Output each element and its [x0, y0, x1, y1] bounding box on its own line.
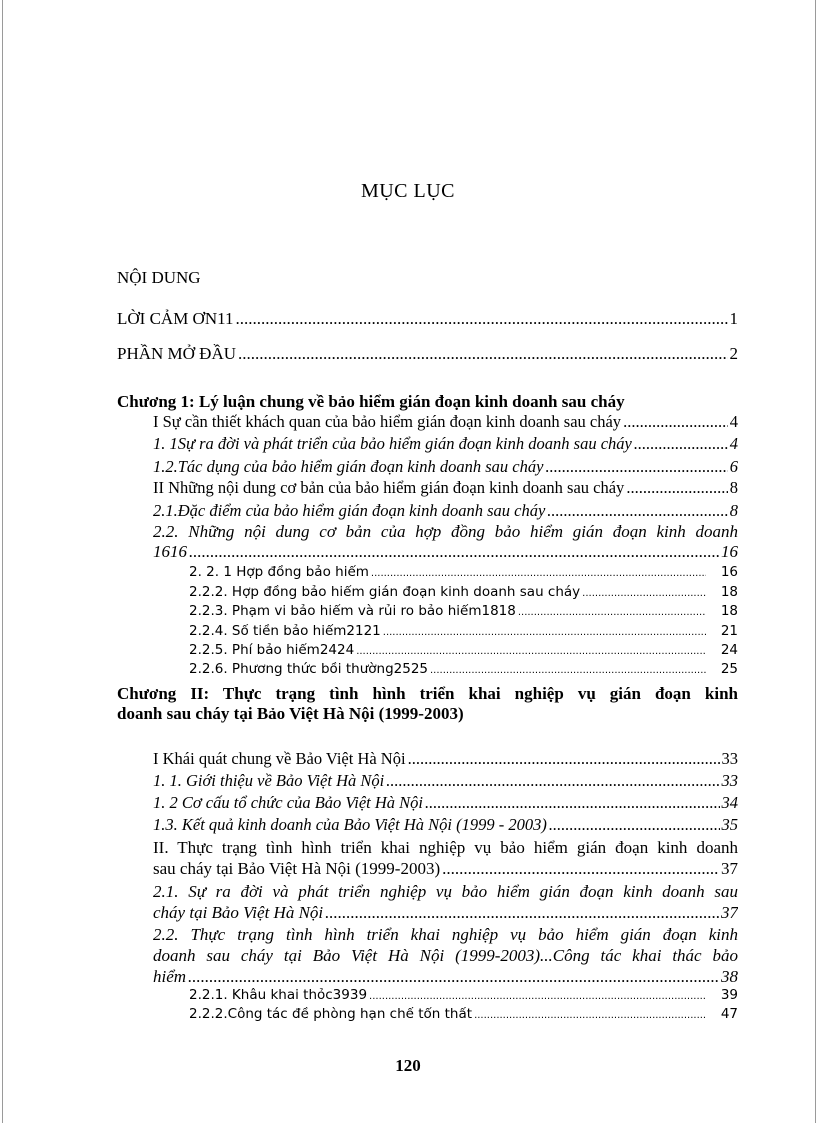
toc-page-number: 34 — [721, 794, 738, 812]
dot-leader — [549, 816, 720, 835]
chapter-1-heading[interactable]: Chương 1: Lý luận chung về bảo hiểm gián đoạn kinh doanh sau cháy — [117, 392, 625, 411]
toc-page-number: 8 — [729, 479, 738, 497]
dot-leader — [235, 309, 727, 329]
toc-entry-text-cont: hiểm — [153, 967, 187, 986]
page-left-edge — [2, 0, 3, 1123]
toc-entry[interactable] — [153, 772, 738, 791]
toc-entry[interactable] — [153, 458, 738, 477]
toc-entry[interactable] — [153, 816, 738, 835]
dot-leader — [189, 542, 719, 562]
toc-entry-text: 2.2.4. Số tiền bảo hiểm2121 — [189, 624, 381, 639]
dot-leader — [623, 413, 728, 432]
dot-leader — [430, 665, 706, 677]
toc-entry-text: 2. 2. 1 Hợp đồng bảo hiểm — [189, 565, 369, 580]
toc-entry-text: 2.2.1. Khâu khai thỏc3939 — [189, 988, 368, 1003]
toc-page-number: 16 — [720, 565, 738, 580]
toc-entry[interactable] — [153, 750, 738, 769]
toc-entry-text-cont: doanh sau cháy tại Bảo Việt Hà Nội (1999-2003)...Công tác khai thác bảo — [153, 946, 738, 965]
dot-leader — [356, 646, 706, 658]
toc-entry-text: PHẦN MỞ ĐẦU — [117, 344, 237, 363]
toc-sub-entry[interactable] — [189, 662, 738, 678]
toc-page-number: 35 — [721, 816, 738, 834]
toc-page-number: 8 — [729, 502, 738, 520]
toc-page-number: 1 — [729, 309, 738, 328]
toc-page-number: 33 — [721, 772, 738, 790]
toc-entry-text: 2.2.2.Công tác đề phòng hạn chế tổn thất — [189, 1007, 473, 1022]
dot-leader — [474, 1010, 706, 1022]
toc-entry[interactable] — [153, 435, 738, 454]
toc-entry-text: LỜI CẢM ƠN11 — [117, 309, 234, 328]
dot-leader — [325, 902, 719, 923]
toc-page-number: 37 — [721, 903, 738, 922]
toc-entry-text-cont: 1616 — [153, 542, 187, 561]
toc-entry[interactable] — [153, 479, 738, 498]
toc-entry-wrapped[interactable] — [153, 881, 738, 923]
toc-page-number: 6 — [729, 458, 738, 476]
toc-page-number: 2 — [729, 344, 738, 363]
dot-leader — [582, 588, 706, 600]
toc-entry-text: 2.1.Đặc điểm của bảo hiểm gián đoạn kinh doanh sau cháy — [153, 502, 546, 520]
toc-entry-text: 2.2.5. Phí bảo hiểm2424 — [189, 643, 355, 658]
chapter-2-heading-line1: Chương II: Thực trạng tình hình triển khai nghiệp vụ gián đoạn kinh — [117, 684, 738, 703]
toc-entry-text: 1. 1. Giới thiệu về Bảo Việt Hà Nội — [153, 772, 385, 790]
dot-leader — [547, 502, 727, 521]
toc-entry-text-cont: sau cháy tại Bảo Việt Hà Nội (1999-2003) — [153, 859, 441, 878]
toc-entry[interactable] — [153, 413, 738, 432]
toc-entry-text: 1. 2 Cơ cấu tổ chức của Bảo Việt Hà Nội — [153, 794, 423, 812]
toc-page-number: 25 — [720, 662, 738, 677]
toc-page-number: 38 — [721, 967, 738, 986]
toc-entry-text-cont: cháy tại Bảo Việt Hà Nội — [153, 903, 324, 922]
toc-page-number: 33 — [721, 750, 738, 768]
chapter-2-heading[interactable] — [117, 684, 738, 724]
chapter-2-heading-line2: doanh sau cháy tại Bảo Việt Hà Nội (1999-2003) — [117, 704, 464, 723]
dot-leader — [369, 991, 706, 1003]
toc-entry-text: 1. 1Sự ra đời và phát triển của bảo hiểm gián đoạn kinh doanh sau cháy — [153, 435, 632, 453]
toc-entry-text: 2.2.3. Phạm vi bảo hiểm và rủi ro bảo hiểm1818 — [189, 604, 516, 619]
dot-leader — [371, 568, 706, 580]
toc-page-number: 16 — [721, 542, 738, 561]
toc-page-number: 18 — [720, 604, 738, 619]
toc-sub-entry[interactable] — [189, 585, 738, 601]
dot-leader — [626, 479, 727, 498]
toc-page-number: 24 — [720, 643, 738, 658]
toc-sub-entry[interactable] — [189, 988, 738, 1004]
toc-entry-text: 2.2.6. Phương thức bồi thường2525 — [189, 662, 428, 677]
toc-entry-wrapped[interactable] — [153, 522, 738, 562]
dot-leader — [188, 966, 719, 987]
toc-entry-text: 1.3. Kết quả kinh doanh của Bảo Việt Hà Nội (1999 - 2003) — [153, 816, 547, 834]
page-number: 120 — [395, 1056, 421, 1075]
toc-page-number: 4 — [729, 413, 738, 431]
toc-entry-text: 1.2.Tác dụng của bảo hiểm gián đoạn kinh doanh sau cháy — [153, 458, 544, 476]
toc-page-number: 39 — [720, 988, 738, 1003]
toc-entry-text: 2.2. Thực trạng tình hình triển khai nghiệp vụ bảo hiểm gián đoạn kinh — [153, 925, 738, 944]
toc-entry-text: II. Thực trạng tình hình triển khai nghiệp vụ bảo hiểm gián đoạn kinh doanh — [153, 838, 738, 857]
dot-leader — [442, 858, 719, 879]
toc-entry[interactable] — [153, 794, 738, 813]
page-title: MỤC LỤC — [360, 180, 456, 202]
dot-leader — [408, 750, 720, 769]
toc-page-number: 18 — [720, 585, 738, 600]
toc-sub-entry[interactable] — [189, 643, 738, 659]
toc-entry-wrapped[interactable] — [153, 837, 738, 879]
content-label: NỘI DUNG — [117, 268, 201, 287]
dot-leader — [634, 435, 728, 454]
toc-sub-entry[interactable] — [189, 565, 738, 581]
dot-leader — [425, 794, 720, 813]
toc-page-number: 4 — [729, 435, 738, 453]
toc-page-number: 47 — [720, 1007, 738, 1022]
toc-entry-text: 2.2. Những nội dung cơ bản của hợp đồng bảo hiểm gián đoạn kinh doanh — [153, 522, 738, 541]
toc-sub-entry[interactable] — [189, 1007, 738, 1023]
toc-page-number: 21 — [720, 624, 738, 639]
toc-sub-entry[interactable] — [189, 624, 738, 640]
toc-entry-text: 2.1. Sự ra đời và phát triển nghiệp vụ bảo hiểm gián đoạn kinh doanh sau — [153, 882, 738, 901]
toc-entry-phan-mo-dau[interactable] — [117, 344, 738, 364]
dot-leader — [238, 344, 727, 364]
dot-leader — [383, 627, 706, 639]
dot-leader — [386, 772, 719, 791]
toc-entry-text: I Khái quát chung về Bảo Việt Hà Nội — [153, 750, 406, 768]
toc-entry-wrapped[interactable] — [153, 924, 738, 987]
dot-leader — [545, 458, 727, 477]
toc-sub-entry[interactable] — [189, 604, 738, 620]
toc-entry-loi-cam-on[interactable] — [117, 309, 738, 329]
toc-page-number: 37 — [721, 859, 738, 878]
toc-entry-text: I Sự cần thiết khách quan của bảo hiểm gián đoạn kinh doanh sau cháy — [153, 413, 622, 431]
toc-entry-text: 2.2.2. Hợp đồng bảo hiểm gián đoạn kinh doanh sau cháy — [189, 585, 581, 600]
dot-leader — [518, 607, 706, 619]
toc-entry[interactable] — [153, 502, 738, 521]
toc-entry-text: II Những nội dung cơ bản của bảo hiểm gián đoạn kinh doanh sau cháy — [153, 479, 625, 497]
